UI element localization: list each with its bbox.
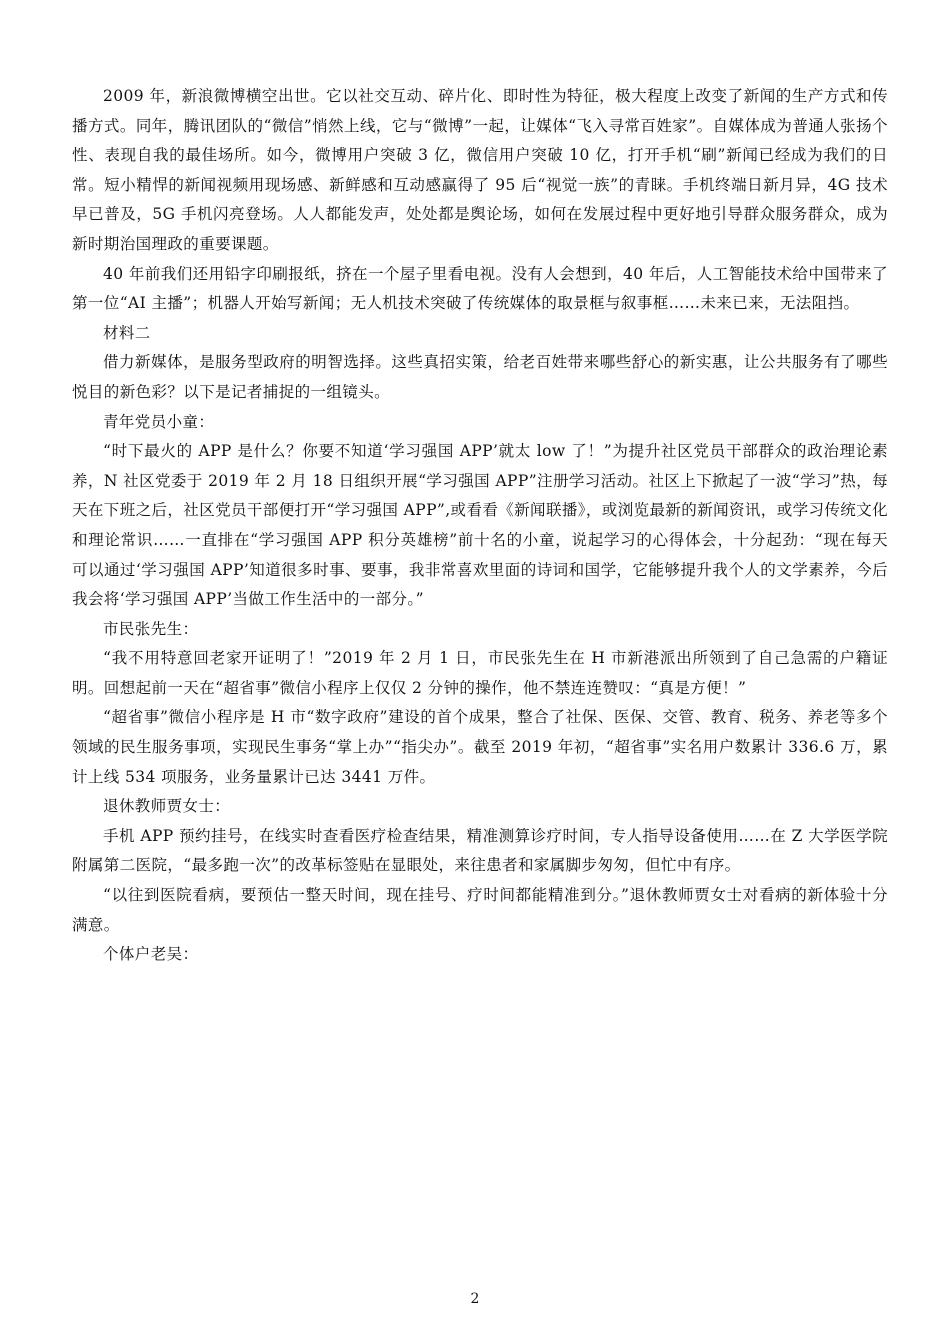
paragraph-hospital-quote: “以往到医院看病，要预估一整天时间，现在挂号、疗时间都能精准到分。”退休教师贾女士对看病的新体验十分满意。 — [72, 886, 888, 934]
subheading-lao-wu: 个体户老吴： — [103, 945, 199, 964]
page-number: 2 — [470, 1291, 480, 1307]
subheading-ms-jia: 退休教师贾女士： — [103, 797, 231, 816]
subheading-xiaotong: 青年党员小童： — [103, 412, 215, 431]
paragraph-chaoshengshi: “超省事”微信小程序是 H 市“数字政府”建设的首个成果，整合了社保、医保、交管、教育、税务、养老等多个领域的民生服务事项，实现民生事务“掌上办”“指尖办”。截至 2019 年初，“超省事”实名用户数累计 336.6 万，累计上线 534 项服务，业务量累计已达 3441 万件。 — [72, 708, 888, 786]
paragraph-household-certificate: “我不用特意回老家开证明了！”2019 年 2 月 1 日，市民张先生在 H 市新港派出所领到了自己急需的户籍证明。回想起前一天在“超省事”微信小程序上仅仅 2 分钟的操作，他不禁连连赞叹：“真是方便！” — [72, 649, 888, 697]
paragraph-hospital-app: 手机 APP 预约挂号，在线实时查看医疗检查结果，精准测算诊疗时间，专人指导设备使用……在 Z 大学医学院附属第二医院，“最多跑一次”的改革标签贴在显眼处，来往患者和家属脚步匆匆，但忙中有序。 — [72, 826, 888, 875]
document-body — [72, 82, 888, 970]
subheading-mr-zhang: 市民张先生： — [103, 619, 199, 638]
paragraph-new-media-government: 借力新媒体，是服务型政府的明智选择。这些真招实策，给老百姓带来哪些舒心的新实惠，让公共服务有了哪些悦目的新色彩？以下是记者捕捉的一组镜头。 — [72, 353, 888, 401]
paragraph-ai-anchor: 40 年前我们还用铅字印刷报纸，挤在一个屋子里看电视。没有人会想到，40 年后，人工智能技术给中国带来了第一位“AI 主播”；机器人开始写新闻；无人机技术突破了传统媒体的取景框与叙事框……未来已来，无法阻挡。 — [72, 264, 888, 313]
paragraph-xuexi-qiangguo: “时下最火的 APP 是什么？你要不知道‘学习强国 APP’就太 low 了！”为提升社区党员干部群众的政治理论素养，N 社区党委于 2019 年 2 月 18 日组织开展“学习强国 APP”注册学习活动。社区上下掀起了一波“学习”热，每天在下班之后，社区党员干部便打开“学习强国 APP”,或看看《新闻联播》，或浏览最新的新闻资讯，或学习传统文化和理论常识……一直排在“学习强国 APP 积分英雄榜”前十名的小童，说起学习的心得体会，十分起劲：“现在每天可以通过‘学习强国 APP’知道很多时事、要事，我非常喜欢里面的诗词和国学，它能够提升我个人的文学素养，今后我会将‘学习强国 APP’当做工作生活中的一部分。” — [72, 442, 889, 609]
paragraph-weibo-weixin: 2009 年，新浪微博横空出世。它以社交互动、碎片化、即时性为特征，极大程度上改变了新闻的生产方式和传播方式。同年，腾讯团队的“微信”悄然上线，它与“微博”一起，让媒体“飞入寻常百姓家”。自媒体成为普通人张扬个性、表现自我的最佳场所。如今，微博用户突破 3 亿，微信用户突破 10 亿，打开手机“刷”新闻已经成为我们的日常。短小精悍的新闻视频用现场感、新鲜感和互动感赢得了 95 后“视觉一族”的青睐。手机终端日新月异，4G 技术早已普及，5G 手机闪亮登场。人人都能发声，处处都是舆论场，如何在发展过程中更好地引导群众服务群众，成为新时期治国理政的重要课题。 — [72, 87, 888, 253]
section-heading-material-two: 材料二 — [103, 323, 151, 342]
